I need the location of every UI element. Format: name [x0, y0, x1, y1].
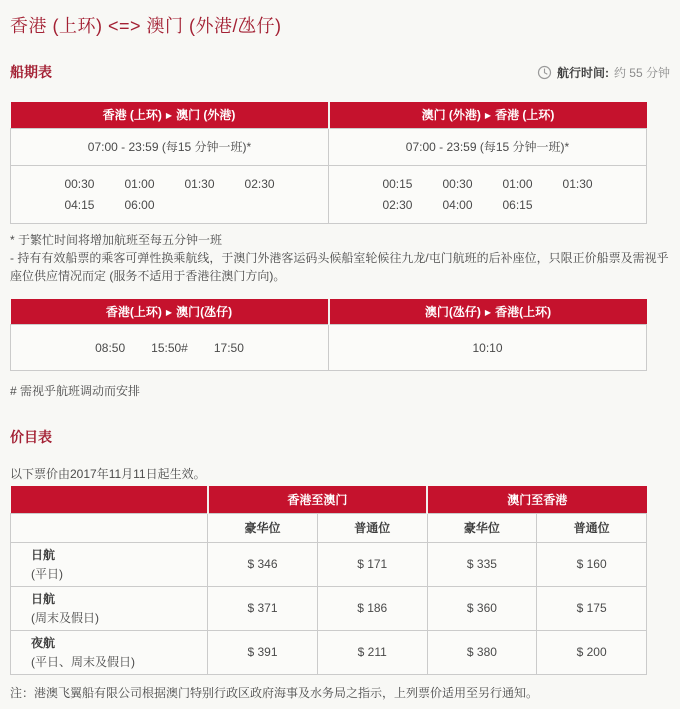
- time-value: 10:10: [472, 340, 503, 355]
- fare-price: $ 371: [208, 586, 318, 630]
- taipa-times-row: [11, 325, 647, 371]
- route-from: 香港(上环): [105, 304, 162, 319]
- time-value: 06:15: [502, 197, 533, 212]
- fare-group-hk-to-macau: 香港至澳门: [208, 486, 427, 513]
- fare-class-deluxe: 豪华位: [208, 513, 318, 542]
- sailing-time-value: 约 55 分钟: [613, 65, 670, 80]
- arrow-right-icon: ▶: [484, 111, 492, 121]
- time-value: 01:30: [184, 176, 215, 191]
- times-cell: [11, 165, 329, 223]
- route-from: 澳门 (外港): [421, 108, 481, 123]
- fare-price: $ 171: [317, 542, 427, 586]
- route-from: 香港 (上环): [102, 108, 162, 123]
- table-header-row: [11, 102, 647, 128]
- sailing-time-label: 航行时间:: [556, 65, 609, 80]
- taipa-schedule-table: [10, 299, 647, 372]
- times-list: [472, 341, 502, 355]
- page-title: 香港 (上环) <=> 澳门 (外港/氹仔): [10, 16, 282, 36]
- fare-row-day-weekend: [11, 586, 647, 630]
- night-times-row: [11, 165, 647, 223]
- fare-price: $ 175: [537, 586, 647, 630]
- clock-icon: [537, 65, 552, 80]
- fare-row-label: [11, 586, 208, 630]
- fare-class-deluxe: 豪华位: [427, 513, 537, 542]
- schedule-footnotes: [10, 231, 670, 285]
- fare-row-title: 日航: [31, 548, 56, 562]
- fare-price: $ 391: [208, 630, 318, 674]
- fare-disclaimer-note: 注：港澳飞翼船有限公司根据澳门特别行政区政府海事及水务局之指示，上列票价适用至另行通知。: [10, 685, 539, 700]
- route-header-hk-to-taipa: [11, 299, 329, 325]
- times-list: [95, 341, 244, 355]
- fare-class-header-row: [11, 513, 647, 542]
- times-grid: [64, 177, 274, 212]
- route-to: 香港 (上环): [495, 108, 555, 123]
- arrow-right-icon: ▶: [165, 307, 173, 317]
- fare-price: $ 360: [427, 586, 537, 630]
- time-value: 17:50: [213, 340, 244, 355]
- route-from: 澳门(氹仔): [424, 304, 481, 319]
- fare-group-macau-to-hk: 澳门至香港: [427, 486, 646, 513]
- route-header-taipa-to-hk: [329, 299, 647, 325]
- fare-header-empty-cell: [11, 486, 208, 513]
- fare-row-subtitle: (平日): [31, 567, 63, 581]
- route-to: 香港(上环): [495, 304, 552, 319]
- schedule-heading: 船期表: [10, 64, 52, 80]
- footnote-busy-hours: * 于繁忙时间将增加航班至每五分钟一班: [10, 232, 223, 247]
- fare-row-subtitle: (平日、周末及假日): [31, 655, 135, 669]
- fare-row-label: [11, 630, 208, 674]
- time-value: 00:15: [382, 176, 413, 191]
- times-grid: [382, 177, 592, 212]
- times-cell: [329, 325, 647, 371]
- arrow-right-icon: ▶: [484, 307, 492, 317]
- fare-price: $ 160: [537, 542, 647, 586]
- route-header-macau-outer-to-hk: [329, 102, 647, 128]
- fare-row-day-weekday: [11, 542, 647, 586]
- sailing-time-info: [537, 64, 670, 81]
- route-to: 澳门(氹仔): [176, 304, 233, 319]
- time-value: 00:30: [442, 176, 473, 191]
- time-value: 15:50#: [151, 340, 188, 355]
- fare-subheader-empty-cell: [11, 513, 208, 542]
- frequency-row: [11, 128, 647, 165]
- table-header-row: [11, 299, 647, 325]
- fare-price: $ 211: [317, 630, 427, 674]
- hash-footnote: # 需视乎航班调动而安排: [10, 384, 141, 398]
- time-value: 08:50: [95, 340, 126, 355]
- time-value: 01:00: [502, 176, 533, 191]
- fare-price: $ 186: [317, 586, 427, 630]
- fare-price: $ 346: [208, 542, 318, 586]
- time-value: 01:30: [562, 176, 593, 191]
- fare-row-title: 夜航: [31, 636, 56, 650]
- time-value: 04:15: [64, 197, 95, 212]
- times-cell: [329, 165, 647, 223]
- route-to: 澳门 (外港): [176, 108, 236, 123]
- fare-price: $ 335: [427, 542, 537, 586]
- fare-heading: 价目表: [10, 429, 52, 445]
- schedule-section-header: [10, 62, 670, 82]
- times-cell: [11, 325, 329, 371]
- fare-class-economy: 普通位: [537, 513, 647, 542]
- time-value: 04:00: [442, 197, 473, 212]
- fare-row-title: 日航: [31, 592, 56, 606]
- fare-class-economy: 普通位: [317, 513, 427, 542]
- frequency-cell: 07:00 - 23:59 (每15 分钟一班)*: [329, 128, 647, 165]
- time-value: 01:00: [124, 176, 155, 191]
- fare-group-header-row: [11, 486, 647, 513]
- arrow-right-icon: ▶: [165, 111, 173, 121]
- time-value: 06:00: [124, 197, 155, 212]
- fare-table: [10, 486, 647, 675]
- outer-harbour-schedule-table: [10, 102, 647, 224]
- fare-effective-note: 以下票价由2017年11月11日起生效。: [10, 467, 206, 481]
- fare-price: $ 200: [537, 630, 647, 674]
- fare-row-subtitle: (周末及假日): [31, 611, 99, 625]
- frequency-cell: 07:00 - 23:59 (每15 分钟一班)*: [11, 128, 329, 165]
- footnote-flex-transfer: - 持有有效船票的乘客可弹性换乘航线，于澳门外港客运码头候船室轮候往九龙/屯门航班的后补座位，只限正价船票及需视乎座位供应情况而定 (服务不适用于香港往澳门方向)。: [10, 250, 669, 283]
- time-value: 00:30: [64, 176, 95, 191]
- fare-row-label: [11, 542, 208, 586]
- fare-price: $ 380: [427, 630, 537, 674]
- fare-row-night: [11, 630, 647, 674]
- route-header-hk-to-macau-outer: [11, 102, 329, 128]
- time-value: 02:30: [382, 197, 413, 212]
- time-value: 02:30: [244, 176, 275, 191]
